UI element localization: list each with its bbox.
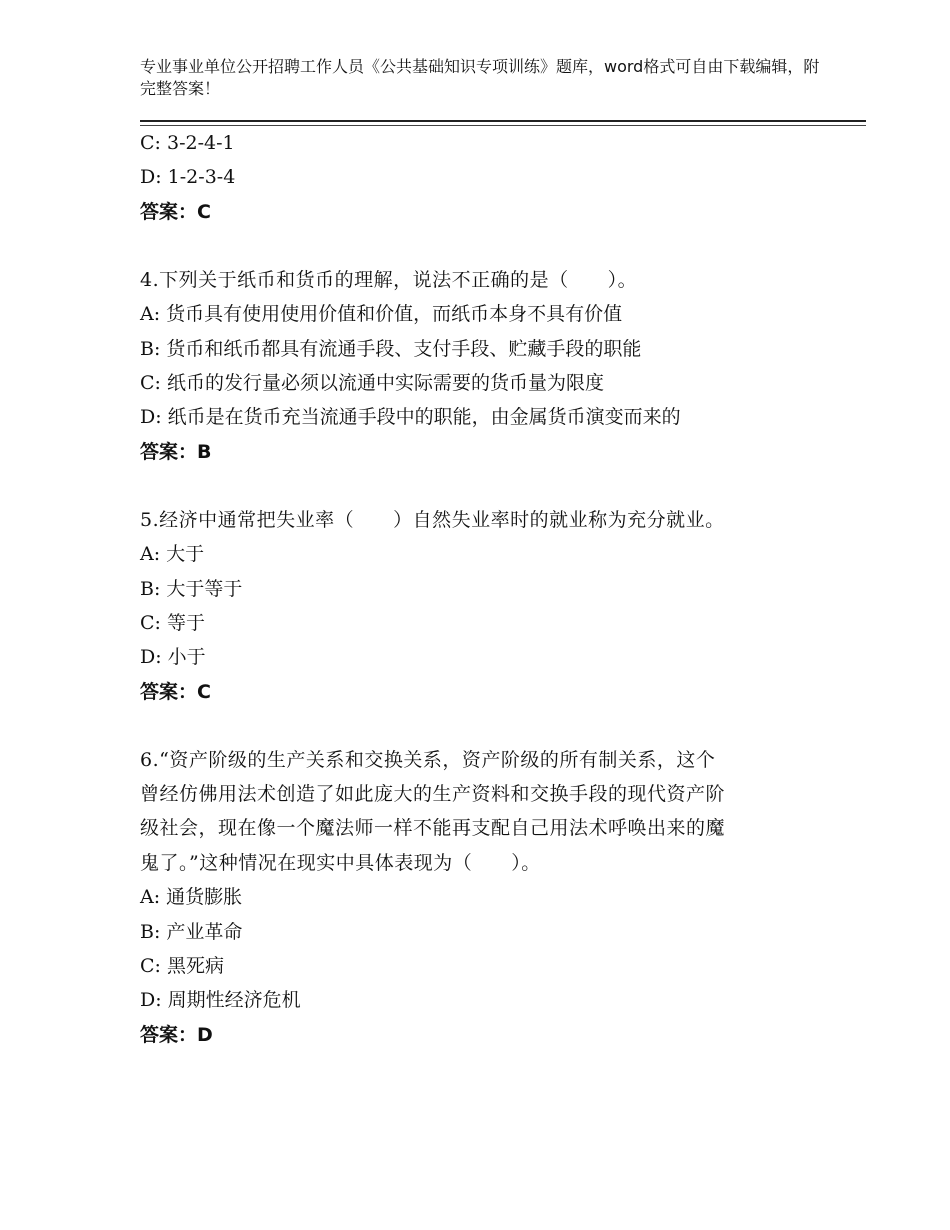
question-block-4 bbox=[140, 263, 840, 469]
option-d: D: 1-2-3-4 bbox=[140, 166, 236, 189]
option-c: C: 3-2-4-1 bbox=[140, 132, 235, 154]
question-block-6 bbox=[140, 743, 840, 1052]
answer-line: 答案：B bbox=[140, 440, 212, 463]
option-d: D: 纸币是在货币充当流通手段中的职能，由金属货币演变而来的 bbox=[140, 406, 681, 429]
option-b: B: 大于等于 bbox=[140, 577, 243, 600]
option-c: C: 纸币的发行量必须以流通中实际需要的货币量为限度 bbox=[140, 371, 604, 394]
question-content bbox=[140, 126, 840, 1052]
option-b: B: 产业革命 bbox=[140, 920, 243, 943]
question-stem: 4.下列关于纸币和货币的理解，说法不正确的是（ ）。 bbox=[140, 268, 638, 291]
spacer bbox=[140, 469, 840, 503]
spacer bbox=[140, 709, 840, 743]
option-a: A: 货币具有使用使用价值和价值，而纸币本身不具有价值 bbox=[140, 303, 623, 326]
page-header-title: 专业事业单位公开招聘工作人员《公共基础知识专项训练》题库，word格式可自由下载编辑，附完整答案！ bbox=[140, 57, 820, 98]
question-block-5 bbox=[140, 503, 840, 709]
answer-line: 答案：C bbox=[140, 200, 211, 223]
option-b: B: 货币和纸币都具有流通手段、支付手段、贮藏手段的职能 bbox=[140, 337, 642, 360]
option-a: A: 通货膨胀 bbox=[140, 886, 243, 909]
question-stem-line-1: 6.“资产阶级的生产关系和交换关系，资产阶级的所有制关系，这个 bbox=[140, 748, 716, 771]
question-stem-line-4: 鬼了。”这种情况在现实中具体表现为（ ）。 bbox=[140, 851, 541, 874]
answer-line: 答案：C bbox=[140, 680, 211, 703]
option-d: D: 小于 bbox=[140, 646, 206, 669]
option-d: D: 周期性经济危机 bbox=[140, 989, 301, 1012]
question-stem-line-3: 级社会，现在像一个魔法师一样不能再支配自己用法术呼唤出来的魔 bbox=[140, 817, 726, 840]
question-stem-line-2: 曾经仿佛用法术创造了如此庞大的生产资料和交换手段的现代资产阶 bbox=[140, 783, 726, 806]
question-stem: 5.经济中通常把失业率（ ）自然失业率时的就业称为充分就业。 bbox=[140, 508, 725, 531]
header-rule-thick bbox=[140, 120, 866, 122]
option-a: A: 大于 bbox=[140, 543, 205, 566]
spacer bbox=[140, 229, 840, 263]
option-c: C: 等于 bbox=[140, 611, 205, 634]
option-c: C: 黑死病 bbox=[140, 955, 224, 978]
answer-line: 答案：D bbox=[140, 1023, 213, 1046]
